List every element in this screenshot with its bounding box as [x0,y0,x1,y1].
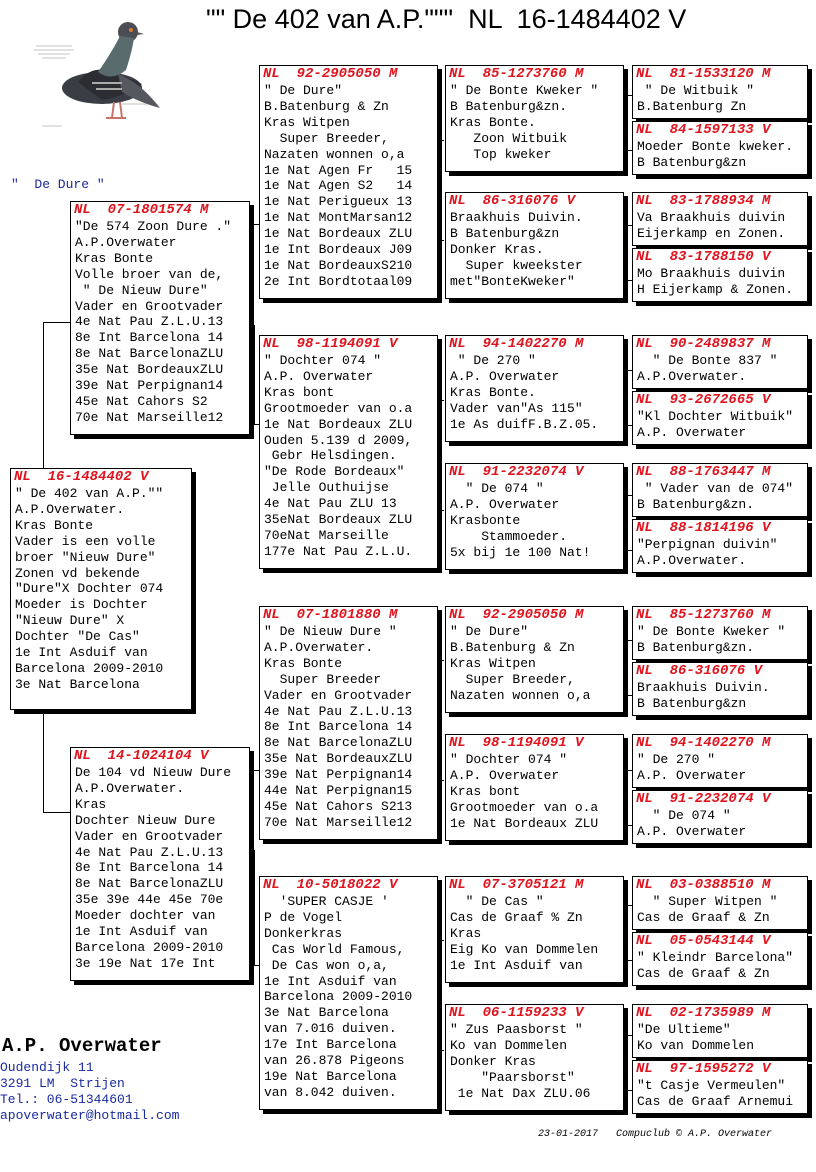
ring-number: NL 86-316076 V [449,193,576,209]
ring-number: NL 83-1788934 M [636,193,771,209]
pigeon-info-line: " De Cas " [450,894,544,909]
pigeon-info-line: " De 270 " [450,353,536,368]
pigeon-info-line: A.P. Overwater [637,823,747,839]
pigeon-info-line: Cas de Graaf & Zn [637,965,770,981]
pigeon-info-line: Volle broer van de, [75,266,224,282]
pigeon-info-line: Zoon Witbuik [450,130,568,146]
pigeon-info-line: Moeder Bonte kweker. [637,139,794,154]
pigeon-info-line: A.P. Overwater [450,368,560,384]
pigeon-info-line: A.P. Overwater [637,767,747,783]
pigeon-card-g15 [632,1004,808,1058]
pigeon-info-line: 17e Int Barcelona [264,1037,397,1053]
pigeon-info-line: 1e Int Asduif van [75,924,208,940]
pigeon-card-mm [259,876,438,1110]
pigeon-info-line: Kras Witpen [450,655,536,671]
pigeon-info-line: 70e Nat Marseille12 [75,409,224,425]
pigeon-info-line: 39e Nat Perpignan14 [264,767,413,783]
pigeon-info-line: " Dochter 074 " [450,752,568,767]
pigeon-info-line: A.P. Overwater [450,767,560,783]
pigeon-info-line: Stammoeder. [450,528,568,544]
pigeon-info-line: Kras Bonte. [450,114,536,130]
ring-number: NL 07-1801574 M [74,202,209,218]
ring-number: NL 84-1597133 V [636,122,771,138]
pigeon-info-line: 35eNat Bordeaux ZLU [264,512,413,528]
pigeon-info-line: A.P. Overwater [450,496,560,512]
ring-number: NL 94-1402270 M [449,336,584,352]
pigeon-info-line: Barcelona 2009-2010 [75,939,224,955]
connector-line [437,400,444,401]
pigeon-card-mmm [445,1004,624,1111]
pigeon-card-g2 [632,121,808,175]
pigeon-info-line: Vader en Grootvader [75,298,224,314]
pigeon-info-line: De 104 vd Nieuw Dure [75,765,232,780]
pigeon-info-line: Barcelona 2009-2010 [15,660,164,676]
pigeon-info-line: Super kweekster [450,257,583,273]
owner-phone: Tel.: 06-51344601 [0,1092,133,1107]
pigeon-info-line: 1e Nat Bordeaux ZLU [264,416,413,432]
pigeon-info-line: Nazaten wonnen o,a [450,687,591,703]
pigeon-info-line: Donker Kras. [450,241,544,257]
ring-number: NL 88-1814196 V [636,520,771,536]
pigeon-card-g10 [632,662,808,716]
pigeon-info-line: 1e Nat Dax ZLU.06 [450,1085,591,1101]
pigeon-info-line: 44e Nat Perpignan15 [264,783,413,799]
pigeon-card-g8 [632,519,808,573]
pigeon-info-line: A.P.Overwater. [264,639,374,655]
pigeon-info-line: "Nieuw Dure" X [15,613,125,629]
pigeon-info-line: broer "Nieuw Dure" [15,549,156,565]
ring-number: NL 07-1801880 M [263,607,398,623]
pigeon-info-line: Grootmoeder van o.a [264,400,413,416]
pigeon-info-line: 2e Int Bordtotaal09 [264,273,413,289]
pigeon-info-line: 4e Nat Pau Z.L.U.13 [264,703,413,719]
connector-line [437,940,444,941]
connector-line [437,660,444,661]
pigeon-info-line: " De 270 " [637,752,716,767]
pigeon-info-line: Vader en Grootvader [264,687,413,703]
ring-number: NL 06-1159233 V [449,1005,584,1021]
pigeon-info-line: Ko van Dommelen [637,1037,755,1053]
owner-postcode: 3291 LM Strijen [0,1076,125,1091]
pigeon-card-mother [70,747,250,981]
pigeon-info-line: 70e Nat Marseille12 [264,814,413,830]
pigeon-info-line: 19e Nat Barcelona [264,1068,397,1084]
pigeon-info-line: " De Nieuw Dure " [264,624,397,639]
connector-line [43,710,44,812]
pigeon-info-line: van 7.016 duiven. [264,1021,397,1037]
pigeon-info-line: 8e Nat BarcelonaZLU [75,876,224,892]
connector-line [437,1050,444,1051]
ring-number: NL 91-2232074 V [449,464,584,480]
pigeon-info-line: Super Breeder, [450,671,575,687]
pigeon-info-line: Kras [450,925,482,941]
pigeon-info-line: B Batenburg&zn. [637,496,755,512]
ring-number: NL 05-0543144 V [636,933,771,949]
pigeon-info-line: 4e Nat Pau Z.L.U.13 [75,844,224,860]
pigeon-info-line: 4e Nat Pau ZLU 13 [264,496,397,512]
owner-address: Oudendijk 11 [0,1060,94,1075]
pigeon-info-line: Super Breeder [264,671,382,687]
pigeon-info-line: Vader van"As 115" [450,400,583,416]
pigeon-info-line: A.P. Overwater [637,424,747,440]
connector-line [43,812,71,813]
footer-text: 23-01-2017 Compuclub © A.P. Overwater [538,1129,773,1140]
pigeon-info-line: 3e Nat Barcelona [15,676,140,692]
pigeon-info-line: Top kweker [450,146,552,162]
pigeon-info-line: Braakhuis Duivin. [637,680,770,695]
pigeon-info-line: Krasbonte [450,512,521,528]
pigeon-info-line: 5x bij 1e 100 Nat! [450,544,591,560]
pigeon-info-line: 1e Nat BordeauxS210 [264,257,413,273]
pigeon-info-line: "Perpignan duivin" [637,537,778,552]
pigeon-info-line: "Paarsborst" [450,1069,575,1085]
ring-number: NL 98-1194091 V [263,336,398,352]
pigeon-info-line: Kras Bonte [75,250,154,266]
pigeon-info-line: A.P.Overwater. [15,501,125,517]
pigeon-info-line: 1e Int Asduif van [264,973,397,989]
pigeon-info-line: 3e Nat Barcelona [264,1005,389,1021]
pigeon-info-line: B Batenburg&zn. [637,639,755,655]
pigeon-info-line: " De Bonte Kweker " [637,624,786,639]
pigeon-info-line: Eig Ko van Dommelen [450,941,599,957]
pigeon-card-fff [445,65,624,172]
pigeon-info-line: Va Braakhuis duivin [637,210,786,225]
pigeon-info-line: 39e Nat Perpignan14 [75,378,224,394]
pigeon-card-g9 [632,606,808,660]
pigeon-card-fmm [445,463,624,570]
pigeon-info-line: Donkerkras [264,925,343,941]
pigeon-info-line: 35e Nat BordeauxZLU [75,362,224,378]
pigeon-info-line: Dochter "De Cas" [15,629,140,645]
ring-number: NL 85-1273760 M [449,66,584,82]
pigeon-info-line: Cas de Graaf & Zn [637,909,770,925]
pigeon-info-line: A.P.Overwater. [75,780,185,796]
pigeon-info-line: Kras bont [450,783,521,799]
pigeon-card-g13 [632,876,808,930]
pigeon-card-g16 [632,1060,808,1114]
pigeon-info-line: Cas World Famous, [264,941,405,957]
pigeon-info-line: "t Casje Vermeulen" [637,1078,786,1093]
pigeon-info-line: Braakhuis Duivin. [450,210,583,225]
pigeon-info-line: A.P.Overwater [75,234,177,250]
pigeon-info-line: Eijerkamp en Zonen. [637,225,786,241]
pigeon-info-line: " Super Witpen " [637,894,778,909]
pigeon-logo [22,12,182,132]
connector-line [437,240,444,241]
pigeon-info-line: " Zus Paasborst " [450,1022,583,1037]
ring-number: NL 98-1194091 V [449,735,584,751]
connector-line [437,510,444,511]
pigeon-info-line: Ko van Dommelen [450,1037,568,1053]
connector-line [43,322,71,323]
pigeon-info-line: Vader is een volle [15,533,156,549]
pigeon-info-line: 4e Nat Pau Z.L.U.13 [75,314,224,330]
pigeon-card-mf [259,606,438,840]
pigeon-card-main [10,468,192,710]
pigeon-info-line: Mo Braakhuis duivin [637,266,786,281]
pigeon-info-line: 45e Nat Cahors S2 [75,393,208,409]
pigeon-info-line: Moeder is Dochter [15,597,148,613]
pigeon-info-line: Donker Kras [450,1053,536,1069]
pigeon-info-line: 1e Nat Perigueux 13 [264,194,413,210]
pigeon-info-line: Ouden 5.139 d 2009, [264,432,413,448]
pigeon-info-line: " De Nieuw Dure" [75,282,208,298]
pigeon-info-line: B Batenburg&zn [450,225,560,241]
pigeon-info-line: 1e Nat Agen S2 14 [264,178,413,194]
pigeon-card-g3 [632,192,808,246]
pigeon-info-line: Barcelona 2009-2010 [264,989,413,1005]
pigeon-card-father [70,201,250,435]
ring-number: NL 91-2232074 V [636,791,771,807]
pigeon-info-line: Cas de Graaf Arnemui [637,1093,794,1109]
ring-number: NL 14-1024104 V [74,748,209,764]
pigeon-info-line: " De Witbuik " [637,83,755,98]
pigeon-info-line: Kras [75,796,107,812]
pigeon-info-line: 8e Nat BarcelonaZLU [75,346,224,362]
pigeon-info-line: " De Bonte Kweker " [450,83,599,98]
ring-number: NL 81-1533120 M [636,66,771,82]
pigeon-card-g11 [632,734,808,788]
ring-number: NL 97-1595272 V [636,1061,771,1077]
pigeon-info-line: 8e Nat BarcelonaZLU [264,735,413,751]
pigeon-info-line: De Cas won o,a, [264,957,389,973]
owner-email[interactable]: apoverwater@hotmail.com [0,1108,180,1123]
pigeon-info-line: Moeder dochter van [75,908,216,924]
pigeon-card-g5 [632,335,808,389]
pigeon-info-line: H Eijerkamp & Zonen. [637,281,794,297]
pigeon-info-line: Grootmoeder van o.a [450,799,599,815]
pigeon-info-line: van 8.042 duiven. [264,1084,397,1100]
pigeon-info-line: "De Ultieme" [637,1022,731,1037]
pigeon-info-line: "Dure"X Dochter 074 [15,581,164,597]
pigeon-info-line: " De 074 " [637,808,731,823]
pigeon-card-g4 [632,248,808,302]
ring-number: NL 03-0388510 M [636,877,771,893]
pigeon-info-line: Dochter Nieuw Dure [75,812,216,828]
pigeon-info-line: "De Rode Bordeaux" [264,464,405,480]
pigeon-card-mfm [445,734,624,841]
pigeon-info-line: Jelle Outhuijse [264,480,389,496]
pigeon-info-line: Vader en Grootvader [75,828,224,844]
pigeon-info-line: "Kl Dochter Witbuik" [637,409,794,424]
pigeon-info-line: Cas de Graaf % Zn [450,909,583,925]
pigeon-info-line: Kras Bonte. [450,384,536,400]
pigeon-info-line: Kras Bonte [264,655,343,671]
pigeon-info-line: 1e Nat MontMarsan12 [264,210,413,226]
pigeon-info-line: B.Batenburg & Zn [450,639,575,655]
connector-line [437,780,444,781]
ring-number: NL 07-3705121 M [449,877,584,893]
ring-number: NL 92-2905050 M [449,607,584,623]
pigeon-info-line: "De 574 Zoon Dure ." [75,219,232,234]
connector-line [254,850,255,965]
ring-number: NL 93-2672665 V [636,392,771,408]
pigeon-info-line: A.P.Overwater. [637,368,747,384]
pigeon-info-line: " Vader van de 074" [637,481,794,496]
pigeon-info-line: Gebr Helsdingen. [264,448,397,464]
pigeon-info-line: 45e Nat Cahors S213 [264,798,413,814]
pigeon-info-line: Super Breeder, [264,130,389,146]
ring-number: NL 16-1484402 V [14,469,149,485]
pigeon-info-line: Kras bont [264,384,335,400]
pigeon-info-line: 8e Int Barcelona 14 [75,330,224,346]
connector-line [254,325,255,425]
pigeon-info-line: " De Dure" [450,624,529,639]
pigeon-card-g7 [632,463,808,517]
pigeon-info-line: 8e Int Barcelona 14 [75,860,224,876]
pigeon-card-fm [259,335,438,569]
pigeon-info-line: " De Bonte 837 " [637,353,778,368]
pigeon-info-line: 177e Nat Pau Z.L.U. [264,543,413,559]
pigeon-card-fmf [445,335,624,442]
pigeon-card-mmf [445,876,624,983]
pigeon-info-line: 1e Int Asduif van [450,957,583,973]
pigeon-info-line: Kras Witpen [264,114,350,130]
ring-number: NL 90-2489837 M [636,336,771,352]
pigeon-info-line: " Dochter 074 " [264,353,382,368]
pigeon-info-line: 1e Nat Bordeaux ZLU [264,226,413,242]
ring-number: NL 88-1763447 M [636,464,771,480]
ring-number: NL 02-1735989 M [636,1005,771,1021]
pigeon-info-line: " De Dure" [264,83,343,98]
pigeon-info-line: B Batenburg&zn [637,695,747,711]
pigeon-card-g12 [632,790,808,844]
pigeon-info-line: 'SUPER CASJE ' [264,894,389,909]
pigeon-info-line: 1e As duifF.B.Z.05. [450,416,599,432]
ring-number: NL 86-316076 V [636,663,763,679]
ring-number: NL 10-5018022 V [263,877,398,893]
pigeon-info-line: 35e Nat BordeauxZLU [264,751,413,767]
connector-line [43,322,44,468]
pigeon-info-line: " De 074 " [450,481,544,496]
pigeon-info-line: 1e Int Bordeaux J09 [264,242,413,258]
page-title: "" De 402 van A.P.""" NL 16-1484402 V [206,4,687,34]
pigeon-info-line: " De 402 van A.P."" [15,486,164,501]
pigeon-info-line: B Batenburg&zn. [450,98,568,114]
pigeon-card-g1 [632,65,808,119]
pigeon-info-line: 35e 39e 44e 45e 70e [75,892,224,908]
pigeon-info-line: 3e 19e Nat 17e Int [75,955,216,971]
pigeon-info-line: A.P. Overwater [264,368,374,384]
pigeon-info-line: Nazaten wonnen o,a [264,146,405,162]
pigeon-info-line: B.Batenburg Zn [637,98,747,114]
connector-line [437,140,444,141]
pigeon-info-line: 1e Nat Agen Fr 15 [264,162,413,178]
pigeon-info-line: P de Vogel [264,909,343,925]
pigeon-card-g6 [632,391,808,445]
pigeon-info-line: 1e Nat Bordeaux ZLU [450,815,599,831]
ring-number: NL 83-1788150 V [636,249,771,265]
pigeon-info-line: met"BonteKweker" [450,273,575,289]
dam-name-label: " De Dure " [11,177,105,192]
pigeon-info-line: B Batenburg&zn [637,154,747,170]
pigeon-card-ffm [445,192,624,299]
pigeon-info-line: A.P.Overwater. [637,552,747,568]
pigeon-info-line: Kras Bonte [15,517,94,533]
ring-number: NL 85-1273760 M [636,607,771,623]
pigeon-info-line: 8e Int Barcelona 14 [264,719,413,735]
pigeon-info-line: " Kleindr Barcelona" [637,950,794,965]
pigeon-card-ff [259,65,438,299]
ring-number: NL 92-2905050 M [263,66,398,82]
ring-number: NL 94-1402270 M [636,735,771,751]
pigeon-info-line: 1e Int Asduif van [15,645,148,661]
pigeon-info-line: Zonen vd bekende [15,565,140,581]
pigeon-info-line: van 26.878 Pigeons [264,1053,405,1069]
pigeon-info-line: 70eNat Marseille [264,527,389,543]
pigeon-info-line: B.Batenburg & Zn [264,98,389,114]
pigeon-card-g14 [632,932,808,986]
owner-name: A.P. Overwater [2,1035,162,1057]
pigeon-card-mff [445,606,624,713]
